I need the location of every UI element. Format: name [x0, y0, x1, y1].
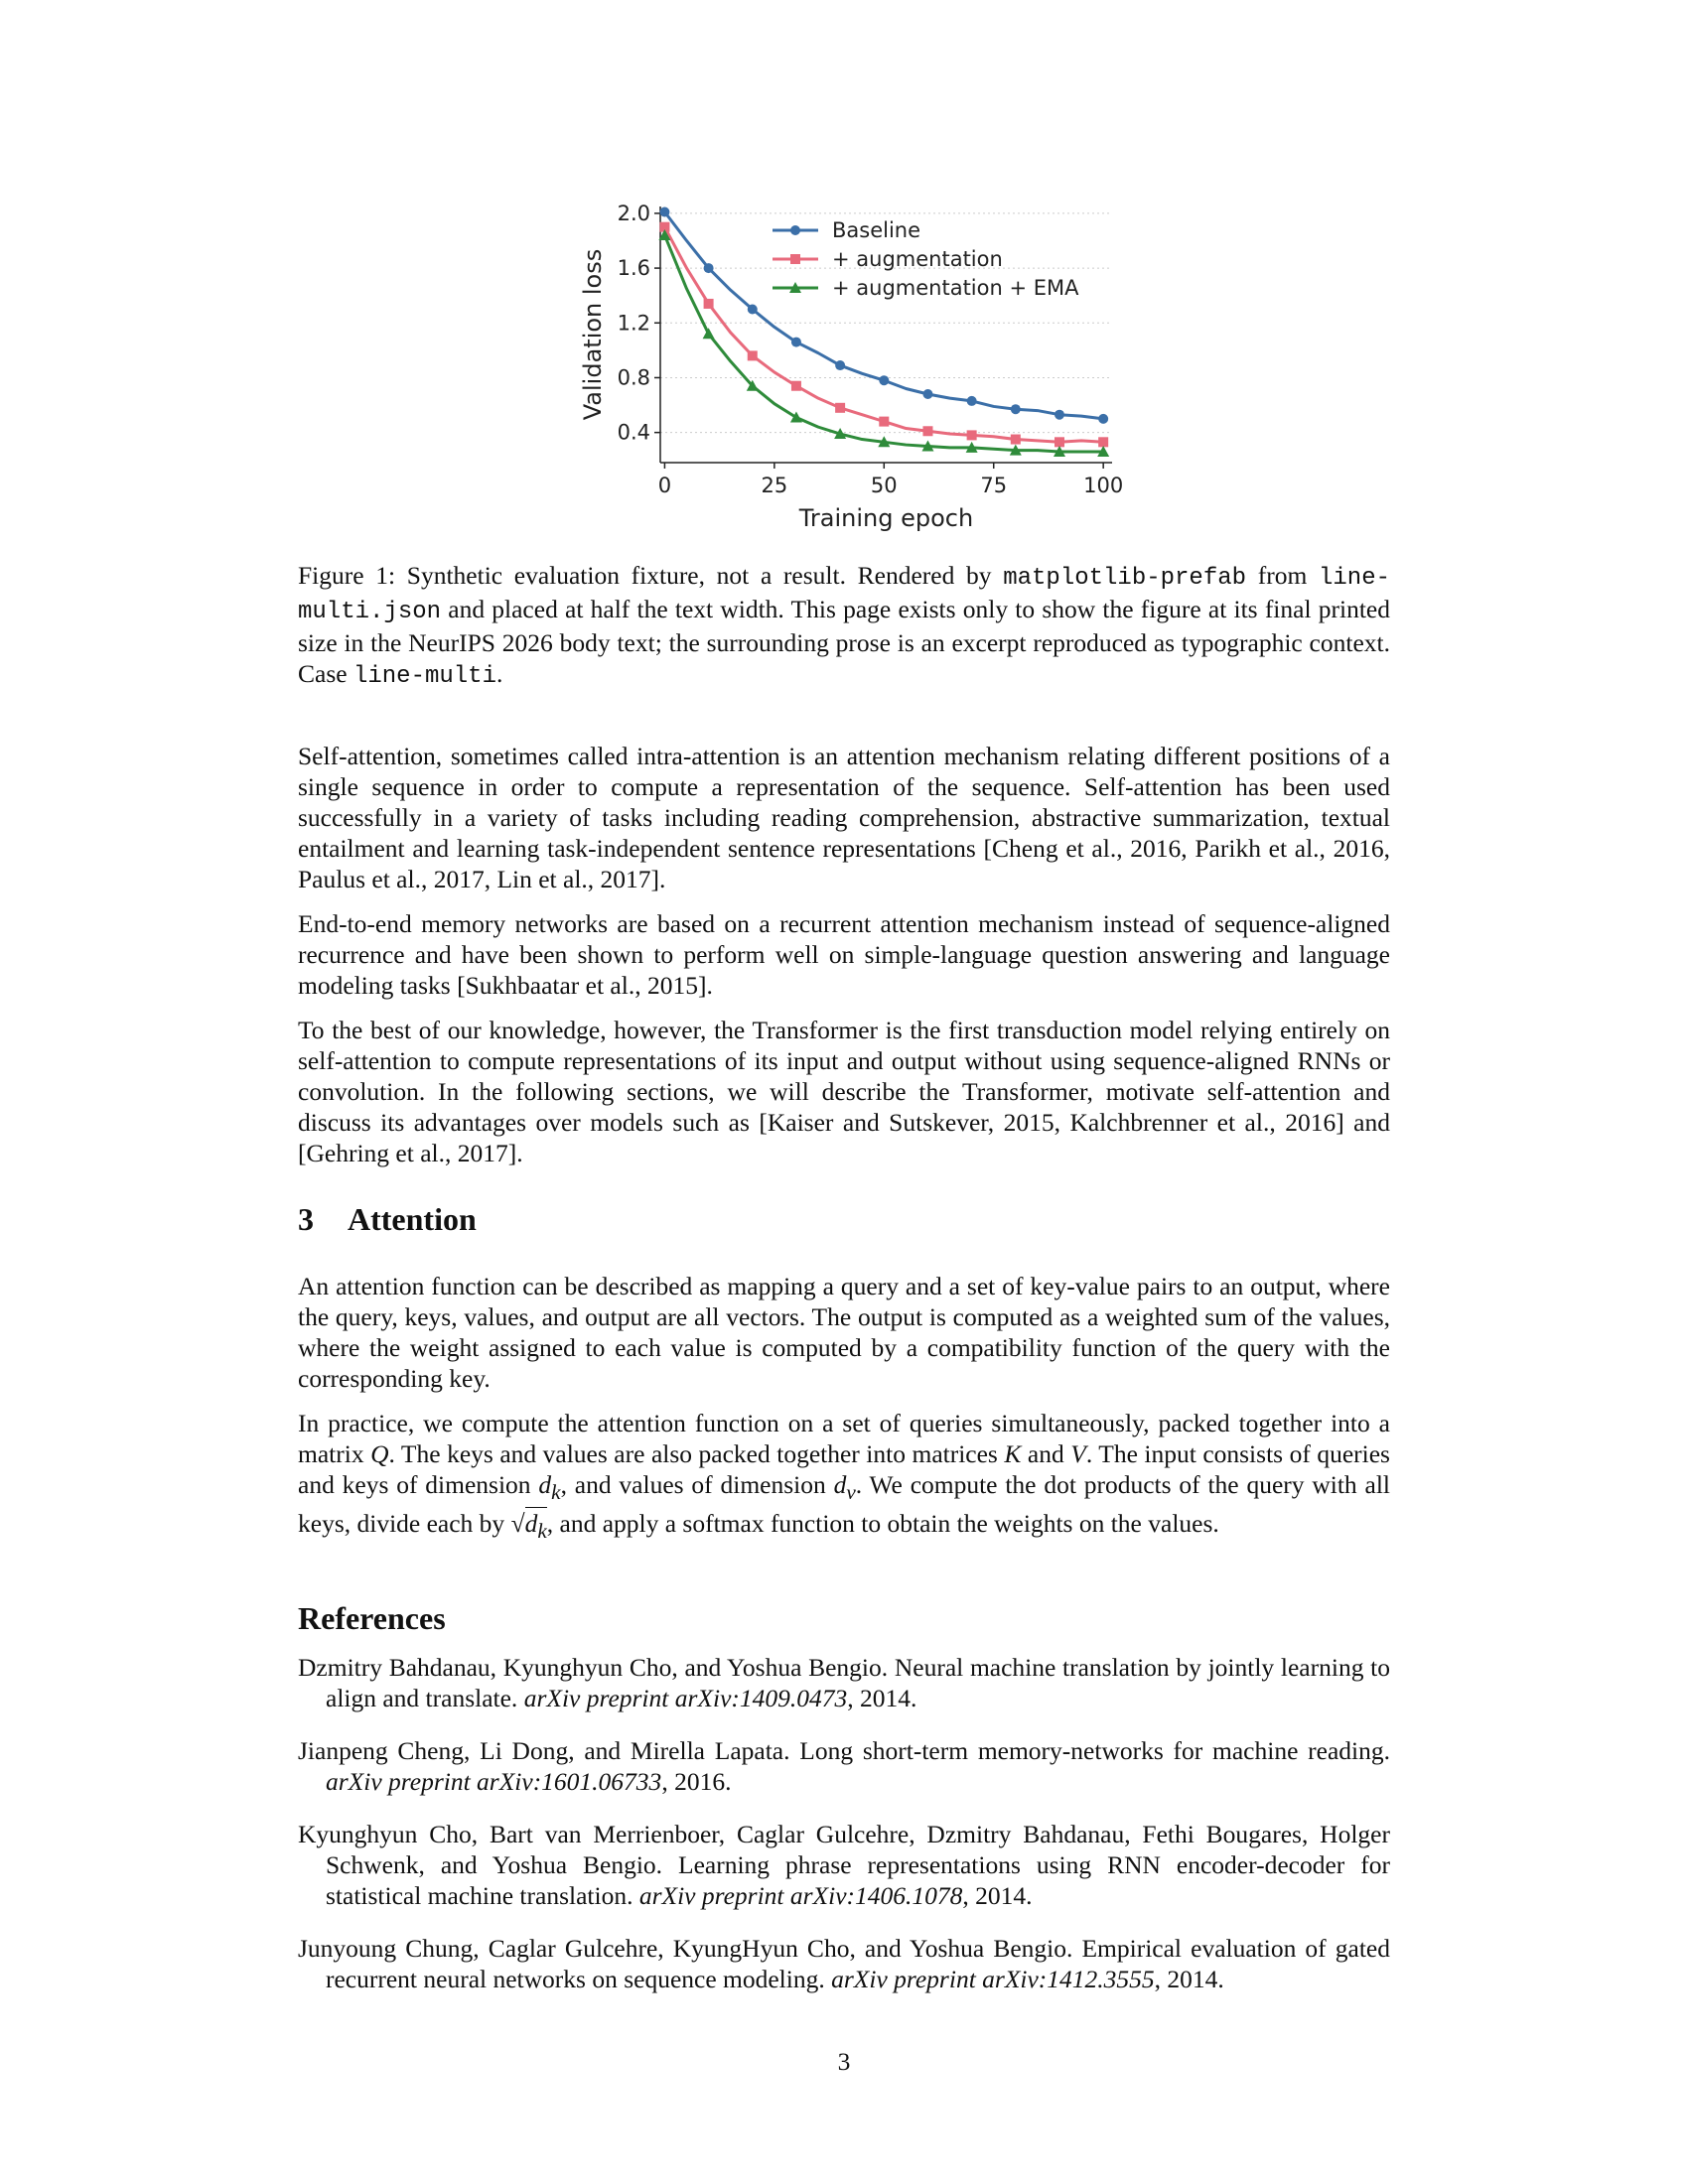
- math-d: d: [538, 1470, 552, 1499]
- data-point-series-0: [791, 338, 801, 347]
- text: . The input consists of queries and keys of dimension: [298, 1439, 1390, 1499]
- data-point-series-1: [748, 350, 758, 360]
- math-d: d: [833, 1470, 847, 1499]
- figure-caption: [298, 560, 1390, 692]
- ref-venue: arXiv preprint arXiv:1412.3555: [831, 1965, 1155, 1993]
- legend-label: + augmentation + EMA: [832, 276, 1079, 300]
- data-point-series-0: [1098, 414, 1108, 424]
- math-dv: [833, 1470, 856, 1505]
- reference-item: [298, 1652, 1390, 1713]
- data-point-series-1: [879, 417, 889, 427]
- x-tick-label: 100: [1083, 474, 1124, 497]
- legend-marker: [790, 254, 800, 264]
- math-Q: Q: [370, 1439, 389, 1468]
- reference-item: [298, 1819, 1390, 1911]
- data-point-series-1: [791, 381, 801, 391]
- section-number: 3: [298, 1201, 314, 1237]
- ref-text: Jianpeng Cheng, Li Dong, and Mirella Lapata. Long short-term memory-networks for machine reading.: [298, 1736, 1390, 1765]
- data-point-series-0: [967, 396, 977, 406]
- ref-venue: arXiv preprint arXiv:1406.1078: [638, 1881, 963, 1910]
- math-sqrt-dk: [510, 1507, 547, 1544]
- caption-text: Synthetic evaluation fixture, not a result. Rendered by: [395, 561, 1004, 590]
- math-sub-k: k: [551, 1480, 561, 1505]
- data-point-series-0: [704, 263, 714, 273]
- ref-text: Kyunghyun Cho, Bart van Merrienboer, Caglar Gulcehre, Dzmitry Bahdanau, Fethi Bougares, Holger Schwenk, and Yoshua Bengio. Learning phrase representations using RNN encoder-decoder for statistical machine translation.: [298, 1820, 1390, 1910]
- data-point-series-1: [704, 299, 714, 309]
- data-point-series-0: [835, 360, 845, 370]
- series-line-0: [664, 212, 1103, 419]
- attention-section: [298, 1271, 1390, 1561]
- text: . The keys and values are also packed together into matrices: [388, 1439, 1005, 1468]
- references-list: [298, 1652, 1390, 2016]
- text: In practice, we compute the attention function on a set of queries simultaneously, packed together into a matrix: [298, 1409, 1390, 1468]
- caption-text: from: [1246, 561, 1319, 590]
- x-tick-label: 25: [761, 474, 788, 497]
- data-point-series-1: [967, 430, 977, 440]
- data-point-series-1: [1011, 435, 1021, 445]
- paragraph: [298, 1408, 1390, 1547]
- caption-text: .: [495, 659, 503, 688]
- data-point-series-0: [748, 304, 758, 314]
- math-K: K: [1004, 1439, 1022, 1468]
- legend-label: Baseline: [832, 218, 921, 242]
- legend-label: + augmentation: [832, 247, 1003, 271]
- ref-text: Dzmitry Bahdanau, Kyunghyun Cho, and Yoshua Bengio. Neural machine translation by jointly learning to align and translate.: [298, 1653, 1390, 1712]
- text: , and values of dimension: [560, 1470, 834, 1499]
- math-dk: [538, 1470, 561, 1505]
- y-tick-label: 2.0: [617, 201, 650, 225]
- data-point-series-1: [1098, 437, 1108, 447]
- data-point-series-1: [835, 403, 845, 413]
- reference-item: [298, 1735, 1390, 1797]
- sqrt-sign: √: [510, 1509, 525, 1539]
- line-chart: [556, 195, 1132, 542]
- x-axis-label: Training epoch: [798, 504, 974, 532]
- data-point-series-1: [1055, 437, 1064, 447]
- math-sub-v: v: [846, 1480, 856, 1505]
- paragraph: An attention function can be described as mapping a query and a set of key-value pairs to an output, where the query, keys, values, and output are all vectors. The output is computed as a weighted sum of the values, where the weight assigned to each value is computed by a compatibility function of the query with the corresponding key.: [298, 1272, 1390, 1393]
- ref-text: Junyoung Chung, Caglar Gulcehre, KyungHyun Cho, and Yoshua Bengio. Empirical evaluation of gated recurrent neural networks on sequence modeling.: [298, 1934, 1390, 1993]
- paragraph: End-to-end memory networks are based on a recurrent attention mechanism instead of sequence-aligned recurrence and have been shown to perform well on simple-language question answering and language modeling tasks [Sukhbaatar et al., 2015].: [298, 909, 1390, 1000]
- data-point-series-0: [922, 389, 932, 399]
- text: , and apply a softmax function to obtain the weights on the values.: [546, 1509, 1219, 1539]
- ref-venue: arXiv preprint arXiv:1409.0473: [523, 1684, 848, 1712]
- x-tick-label: 50: [870, 474, 898, 497]
- ref-venue: arXiv preprint arXiv:1601.06733: [326, 1767, 662, 1796]
- ref-year: , 2014.: [847, 1684, 917, 1712]
- x-tick-label: 0: [657, 474, 672, 497]
- sqrt-radicand: [524, 1507, 547, 1544]
- y-tick-label: 0.4: [617, 420, 650, 445]
- paragraph: Self-attention, sometimes called intra-attention is an attention mechanism relating different positions of a single sequence in order to compute a representation of the sequence. Self-attention has been used successfully in a variety of tasks including reading comprehension, abstractive summarization, textual entailment and learning task-independent sentence representations [Cheng et al., 2016, Parikh et al., 2016, Paulus et al., 2017, Lin et al., 2017].: [298, 742, 1390, 893]
- data-point-series-1: [922, 426, 932, 436]
- page-number: 3: [837, 2047, 851, 2076]
- y-axis-label: Validation loss: [579, 248, 607, 421]
- ref-year: , 2016.: [661, 1767, 732, 1796]
- data-point-series-0: [1055, 410, 1064, 420]
- caption-code-file: line-multi.json: [298, 565, 1390, 625]
- caption-label: Figure 1:: [298, 561, 396, 590]
- ref-year: , 2014.: [1154, 1965, 1224, 1993]
- caption-code-tool: matplotlib-prefab: [1003, 565, 1247, 592]
- data-point-series-2: [703, 328, 715, 339]
- intro-section: [298, 741, 1390, 1182]
- caption-text: and placed at half the text width. This page exists only to show the figure at its final printed size in the NeurIPS 2026 body text; the surrounding prose is an excerpt reproduced as typographic context. Case: [298, 595, 1390, 688]
- section-heading: [298, 1201, 477, 1238]
- ref-year: , 2014.: [962, 1881, 1033, 1910]
- legend-marker: [790, 225, 800, 235]
- x-tick-label: 75: [980, 474, 1008, 497]
- data-point-series-0: [659, 207, 669, 217]
- figure-1: [556, 195, 1132, 542]
- math-sub-k: k: [537, 1519, 547, 1544]
- text: . We compute the dot products of the query with all keys, divide each by: [298, 1470, 1390, 1539]
- y-tick-label: 1.6: [617, 256, 650, 281]
- section-title: Attention: [348, 1201, 477, 1237]
- text: and: [1021, 1439, 1071, 1468]
- y-tick-label: 1.2: [617, 311, 650, 336]
- reference-item: [298, 1933, 1390, 1994]
- data-point-series-0: [879, 375, 889, 385]
- math-d: d: [524, 1509, 538, 1539]
- caption-code-case: line-multi: [352, 663, 496, 690]
- data-point-series-0: [1011, 404, 1021, 414]
- paragraph: To the best of our knowledge, however, the Transformer is the first transduction model relying entirely on self-attention to compute representations of its input and output without using sequence-aligned RNNs or convolution. In the following sections, we will describe the Transformer, motivate self-attention and discuss its advantages over models such as [Kaiser and Sutskever, 2015, Kalchbrenner et al., 2016] and [Gehring et al., 2017].: [298, 1016, 1390, 1167]
- y-tick-label: 0.8: [617, 365, 650, 390]
- references-heading: References: [298, 1600, 446, 1636]
- math-V: V: [1070, 1439, 1086, 1468]
